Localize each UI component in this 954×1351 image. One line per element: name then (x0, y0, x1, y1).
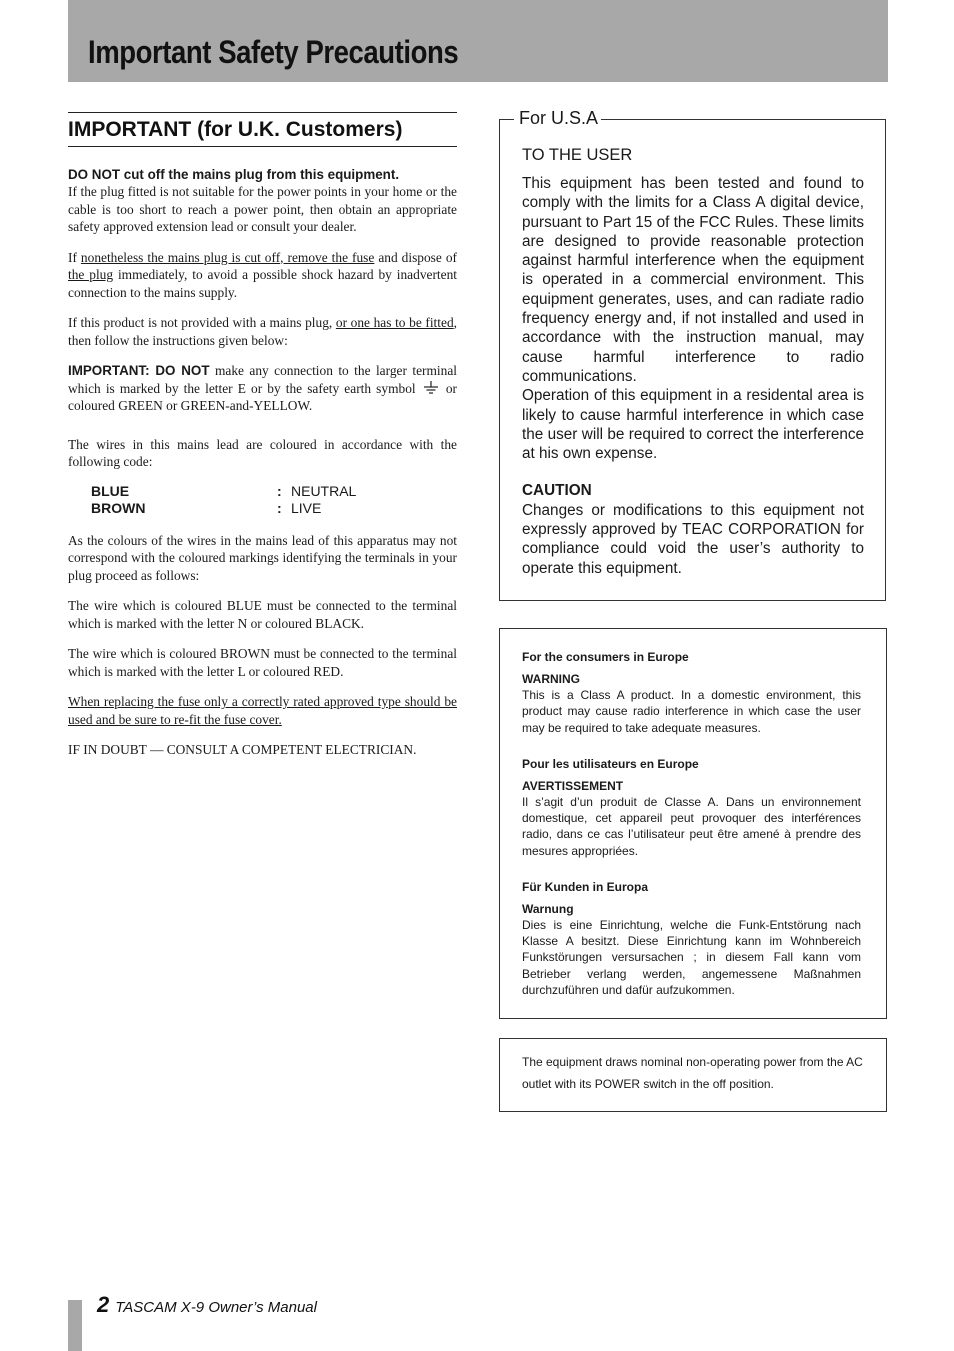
uk-section (68, 112, 457, 772)
wire-row (91, 483, 457, 500)
europe-notice-box (499, 628, 887, 1019)
footer-bar (68, 1300, 82, 1351)
text-fragment: immediately, to avoid a possible shock hazard by inadvertent connection to the mains supply. (68, 267, 457, 300)
notice-text: Dies is eine Einrichtung, welche die Funk-Entstörung nach Klasse A besitzt. Diese Einrichtung kann im Wohnbereich Funkstörungen versursachen ; in diesem Fall kann vom Betrieber verlang werden, angemessene Maßnahmen durchzuführen und dafür aufzukommen. (522, 918, 861, 997)
notice-title: For the consumers in Europe (522, 650, 689, 664)
uk-lead: DO NOT cut off the mains plug from this equipment. (68, 167, 400, 182)
earth-ground-icon (423, 381, 439, 395)
warning-label: WARNING (522, 672, 580, 687)
text-fragment: , then follow the instructions given below: (68, 315, 457, 348)
text-fragment: If this product is not provided with a mains plug, (68, 315, 336, 330)
uk-paragraph-3 (68, 314, 457, 349)
notice-title: Pour les utilisateurs en Europe (522, 756, 699, 771)
usa-content (522, 146, 864, 578)
title-banner (68, 0, 888, 82)
wire-separator: : (277, 482, 282, 499)
notice-text: Il s’agit d’un produit de Classe A. Dans un environnement domestique, cet appareil peut provoquer des interférences radio, dans ce cas l’utilisateur peut être amené à prendre des mesures appropriées. (522, 795, 861, 858)
europe-content (522, 649, 861, 1018)
usa-legend: For U.S.A (514, 108, 601, 129)
notice-text: This is a Class A product. In a domestic environment, this product may cause radio interference in which case the user may be required to take adequate measures. (522, 688, 861, 735)
uk-heading: IMPORTANT (for U.K. Customers) (68, 112, 457, 147)
notice-german (522, 879, 861, 998)
power-note-box (499, 1038, 887, 1112)
usa-paragraph-2: Operation of this equipment in a residental area is likely to cause harmful interference in which case the user will be required to correct the interference at his own expense. (522, 387, 864, 463)
warning-label: AVERTISSEMENT (522, 779, 624, 794)
wire-color-table (91, 483, 457, 517)
wire-role: LIVE (291, 499, 322, 516)
uk-paragraph-4 (68, 362, 457, 415)
uk-paragraph-6: As the colours of the wires in the mains lead of this apparatus may not correspond with the coloured markings identifying the terminals in your plug proceed as follows: (68, 532, 457, 583)
usa-heading: TO THE USER (522, 146, 633, 164)
important-label: IMPORTANT: DO NOT (68, 363, 210, 378)
notice-french (522, 756, 861, 859)
page-title: Important Safety Precautions (88, 34, 459, 70)
text-fragment: If (68, 249, 81, 265)
wire-color: BROWN (91, 499, 146, 516)
underlined-text: or one has to be fitted (335, 315, 454, 330)
uk-paragraph-8: The wire which is coloured BROWN must be connected to the terminal which is marked with the letter L or coloured RED. (68, 646, 457, 679)
notice-title: Für Kunden in Europa (522, 879, 648, 894)
manual-title: TASCAM X-9 Owner’s Manual (115, 1299, 317, 1316)
caution-title: CAUTION (522, 482, 592, 500)
uk-paragraph-2 (68, 249, 457, 302)
wire-role: NEUTRAL (291, 482, 357, 499)
uk-paragraph-5: The wires in this mains lead are coloured in accordance with the following code: (68, 436, 457, 469)
text-fragment: make any connection to the larger terminal which is marked by the letter E or by the safety earth symbol (68, 363, 457, 396)
power-note: The equipment draws nominal non-operating power from the AC outlet with its POWER switch in the off position. (522, 1055, 863, 1091)
uk-paragraph-10: IF IN DOUBT — CONSULT A COMPETENT ELECTRICIAN. (68, 742, 417, 757)
uk-paragraph-1: If the plug fitted is not suitable for the power points in your home or the cable is too short to reach a power point, then obtain an appropriate safety approved extension lead or consult your dealer. (68, 184, 457, 234)
page-footer (97, 1292, 317, 1318)
wire-separator: : (277, 499, 282, 516)
warning-label: Warnung (522, 902, 574, 917)
uk-paragraph-9: When replacing the fuse only a correctly rated approved type should be used and be sure to re-fit the fuse cover. (68, 694, 457, 727)
text-fragment: or coloured GREEN or GREEN-and-YELLOW. (68, 380, 457, 413)
wire-row (91, 500, 457, 517)
usa-notice-box (499, 108, 886, 601)
text-fragment: and dispose of (374, 249, 457, 265)
uk-paragraph-7: The wire which is coloured BLUE must be connected to the terminal which is marked with the letter N or coloured BLACK. (68, 598, 457, 631)
underlined-text: nonetheless the mains plug is cut off, remove the fuse (80, 249, 375, 265)
wire-color: BLUE (91, 482, 130, 499)
underlined-text: the plug (68, 267, 114, 282)
notice-english (522, 649, 861, 736)
page-number: 2 (97, 1292, 110, 1317)
caution-text: Changes or modifications to this equipment not expressly approved by TEAC CORPORATION for compliance could void the user’s authority to operate this equipment. (522, 501, 864, 577)
usa-paragraph-1: This equipment has been tested and found to comply with the limits for a Class A digital device, pursuant to Part 15 of the FCC Rules. These limits are designed to provide reasonable protection against harmful interference when the equipment is operated in a commercial environment. This equipment generates, uses, and can radiate radio frequency energy and, if not installed and used in accordance with the instruction manual, may cause harmful interference to radio communications. (522, 175, 864, 385)
